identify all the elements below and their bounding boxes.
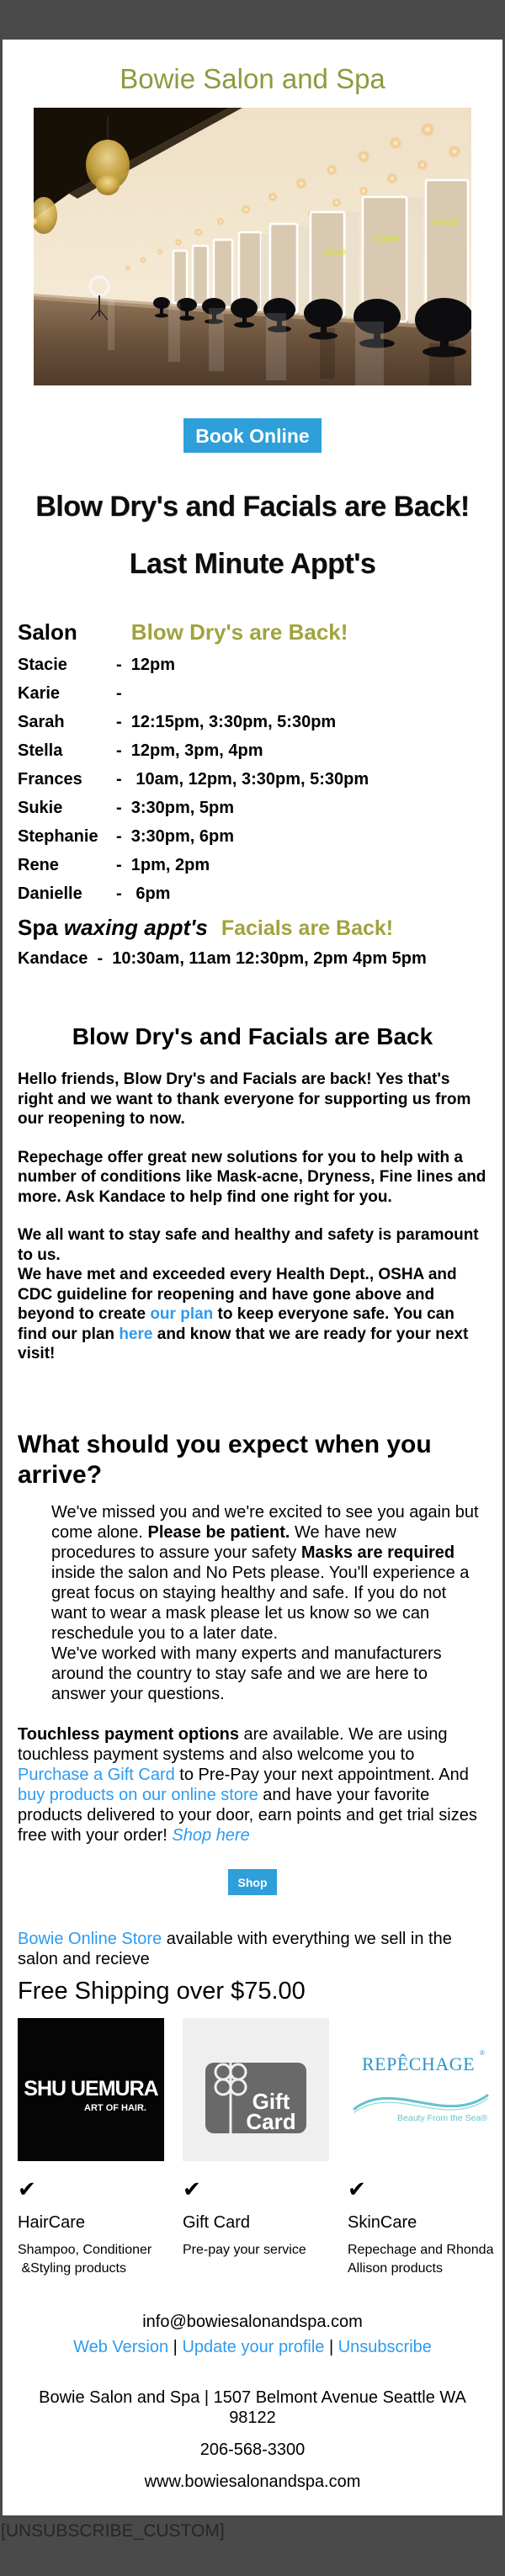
about-paragraph-2: Repechage offer great new solutions for you to help with a number of conditions like Mask-acne, Dryness, Fine lines and more. Ask Kandace to help find one right for you.	[18, 1148, 486, 1206]
book-online-button[interactable]: Book Online	[183, 418, 322, 453]
text-segment: We have met and exceeded every Health Dept., OSHA and CDC guideline for reopening and have gone above and beyond to create	[18, 1266, 457, 1323]
text-segment: |	[324, 2337, 338, 2356]
salon-section-header	[18, 619, 487, 645]
svg-text:bowe: bowe	[324, 247, 347, 258]
inline-link[interactable]: Shop here	[172, 1825, 250, 1845]
text-segment: Please be patient.	[147, 1522, 290, 1542]
check-icon: ✔	[18, 2175, 36, 2202]
product-title: Gift Card	[183, 2212, 251, 2232]
text-segment: |	[168, 2337, 183, 2356]
salon-accent: Blow Dry's are Back!	[130, 619, 348, 645]
stylist-times: - 6pm	[116, 884, 171, 903]
inline-link[interactable]: Update your profile	[182, 2337, 325, 2356]
text-segment: to Pre-Pay your next appointment. And	[174, 1765, 469, 1784]
salon-label: Salon	[18, 619, 77, 645]
svg-text:bowe: bowe	[372, 231, 401, 245]
text-segment: inside the salon and No Pets please. You'll experience a great focus on staying healthy and safe. If you do not want to wear a mask please let us know so we can reschedule you to a later date.	[51, 1563, 470, 1643]
spa-schedule-row: Kandace - 10:30am, 11am 12:30pm, 2pm 4pm 5pm	[18, 949, 427, 968]
free-shipping-line: Free Shipping over $75.00	[18, 1977, 306, 2005]
svg-text:ART OF HAIR.: ART OF HAIR.	[84, 2102, 146, 2113]
shop-button[interactable]: Shop	[228, 1869, 277, 1895]
salon-photo[interactable]	[34, 108, 471, 385]
schedule-row	[18, 771, 487, 788]
expect-heading: What should you expect when you arrive?	[18, 1430, 432, 1489]
text-segment: Touchless payment options	[18, 1724, 239, 1744]
inline-link[interactable]: Unsubscribe	[338, 2337, 432, 2356]
repechage-logo[interactable]	[348, 2018, 494, 2161]
footer-links	[18, 2337, 487, 2357]
text-segment: to keep everyone safe. You can find our plan	[18, 1305, 454, 1343]
text-segment: We've missed you and we're excited to see you again but come alone.	[51, 1502, 479, 1542]
product-card-skincare	[348, 2018, 494, 2278]
inline-link[interactable]: Bowie Online Store	[18, 1929, 162, 1948]
svg-text:Gift: Gift	[252, 2088, 290, 2114]
schedule-row	[18, 656, 487, 673]
stylist-name: Rene	[18, 856, 59, 874]
text-segment: We've worked with many experts and manufacturers around the country to stay safe and we are here to answer your questions.	[51, 1644, 442, 1703]
schedule-row	[18, 857, 487, 874]
text-segment: and have your favorite products delivered to your door, earn points and get trial sizes free with your order!	[18, 1785, 477, 1845]
text-segment: Masks are required	[300, 1543, 455, 1562]
stylist-name: Stacie	[18, 656, 67, 674]
about-heading: Blow Dry's and Facials are Back	[72, 1023, 433, 1049]
footer-email[interactable]: info@bowiesalonandspa.com	[142, 2312, 363, 2331]
product-card-giftcard	[183, 2018, 329, 2278]
product-row	[18, 2018, 494, 2278]
inline-link[interactable]: our plan	[150, 1305, 214, 1323]
shu-uemura-logo[interactable]	[18, 2018, 164, 2161]
svg-text:evod: evod	[433, 215, 459, 228]
schedule-row	[18, 885, 487, 902]
about-paragraph-3	[18, 1225, 487, 1364]
svg-text:REPÊCHAGE: REPÊCHAGE	[361, 2053, 476, 2074]
inline-link[interactable]: Web Version	[73, 2337, 169, 2356]
product-card-haircare	[18, 2018, 164, 2278]
product-title: SkinCare	[348, 2212, 417, 2232]
text-segment: and know that we are ready for your next visit!	[18, 1325, 469, 1362]
check-icon: ✔	[183, 2175, 201, 2202]
inline-link[interactable]: Purchase a Gift Card	[18, 1765, 175, 1784]
product-desc: Pre-pay your service	[183, 2242, 306, 2257]
svg-text:®: ®	[480, 2048, 485, 2057]
headline-sub: Last Minute Appt's	[129, 548, 376, 580]
salon-photo-illustration	[34, 108, 471, 385]
unsubscribe-token: [UNSUBSCRIBE_CUSTOM]	[1, 2520, 225, 2541]
footer-phone: 206-568-3300	[199, 2440, 306, 2459]
about-paragraph-1: Hello friends, Blow Dry's and Facials are back! Yes that's right and we want to thank everyone for supporting us from our reopening to now.	[18, 1070, 471, 1128]
svg-text:Card: Card	[246, 2108, 296, 2134]
schedule-row	[18, 685, 487, 702]
spa-section-header	[18, 914, 487, 942]
stylist-times: -	[116, 684, 122, 703]
stylist-times: - 3:30pm, 5pm	[116, 799, 235, 817]
stylist-name: Stephanie	[18, 827, 98, 846]
salon-schedule	[18, 656, 487, 902]
bottom-bar	[0, 2515, 505, 2576]
check-icon: ✔	[348, 2175, 366, 2202]
svg-text:SHU UEMURA: SHU UEMURA	[24, 2076, 158, 2101]
product-desc: Shampoo, Conditioner &Styling products	[18, 2242, 152, 2276]
stylist-name: Danielle	[18, 884, 82, 903]
stylist-name: Sukie	[18, 799, 63, 817]
schedule-row	[18, 742, 487, 759]
expect-paragraph	[51, 1502, 484, 1704]
stylist-times: - 12pm	[116, 656, 176, 674]
headline-main: Blow Dry's and Facials are Back!	[35, 491, 470, 523]
online-store-line	[18, 1929, 487, 1969]
spa-label: Spa	[18, 915, 58, 940]
stylist-name: Stella	[18, 741, 63, 760]
text-segment: are available. We are using touchless payment systems and also welcome you to	[18, 1724, 448, 1764]
product-title: HairCare	[18, 2212, 86, 2232]
text-segment: We have new procedures to assure your safety	[51, 1522, 396, 1562]
spa-accent: Facials are Back!	[221, 916, 394, 940]
footer-website[interactable]: www.bowiesalonandspa.com	[144, 2472, 361, 2491]
schedule-row	[18, 799, 487, 816]
brand-title: Bowie Salon and Spa	[120, 63, 385, 94]
schedule-row	[18, 714, 487, 730]
inline-link[interactable]: buy products on our online store	[18, 1785, 258, 1804]
footer-address: Bowie Salon and Spa | 1507 Belmont Avenue Seattle WA 98122	[39, 2387, 466, 2427]
stylist-times: - 1pm, 2pm	[116, 856, 210, 874]
inline-link[interactable]: here	[119, 1325, 153, 1343]
touchless-paragraph	[18, 1724, 487, 1846]
stylist-name: Frances	[18, 770, 82, 789]
stylist-name: Karie	[18, 684, 61, 703]
stylist-times: - 10am, 12pm, 3:30pm, 5:30pm	[116, 770, 369, 789]
stylist-times: - 12:15pm, 3:30pm, 5:30pm	[116, 713, 337, 731]
email-body	[3, 40, 502, 2515]
text-segment: We all want to stay safe and healthy and safety is paramount to us.	[18, 1226, 479, 1264]
text-segment: available with everything we sell in the salon and recieve	[18, 1929, 452, 1968]
svg-text:Beauty From the Sea®: Beauty From the Sea®	[397, 2112, 487, 2123]
spa-label-italic: waxing appt's	[63, 915, 208, 940]
stylist-name: Sarah	[18, 713, 65, 731]
schedule-row	[18, 828, 487, 845]
stylist-times: - 3:30pm, 6pm	[116, 827, 235, 846]
stylist-times: - 12pm, 3pm, 4pm	[116, 741, 263, 760]
product-desc: Repechage and Rhonda Allison products	[348, 2242, 494, 2276]
gift-card-logo[interactable]	[183, 2018, 329, 2161]
top-spacer	[0, 0, 505, 40]
